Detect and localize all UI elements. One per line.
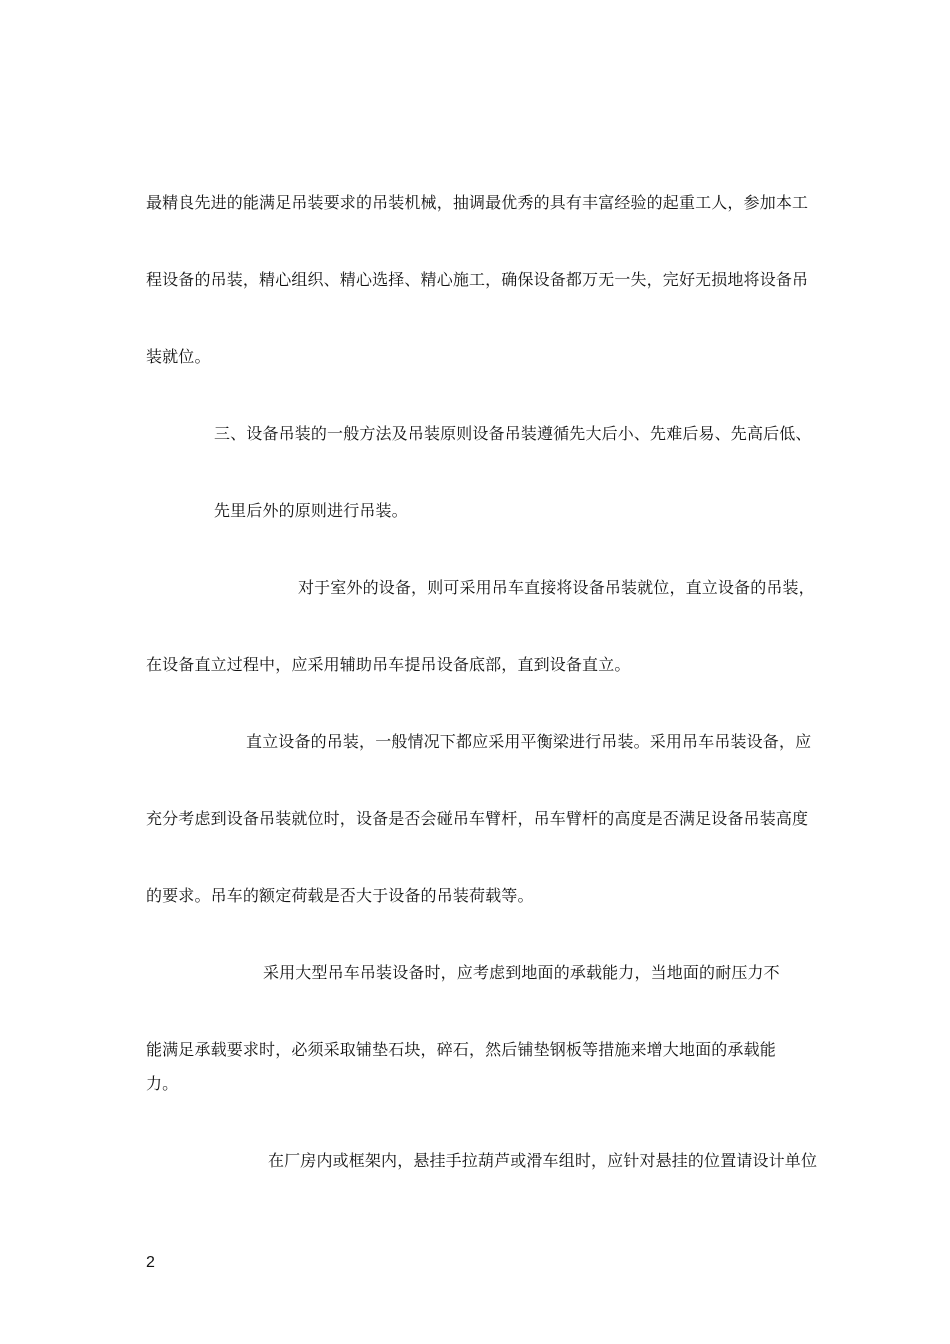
- text-line: 最精良先进的能满足吊装要求的吊装机械，抽调最优秀的具有丰富经验的起重工人，参加本工: [146, 193, 809, 212]
- text-line: 直立设备的吊装，一般情况下都应采用平衡梁进行吊装。采用吊车吊装设备，应: [246, 732, 812, 751]
- text-line: 对于室外的设备，则可采用吊车直接将设备吊装就位，直立设备的吊装，: [298, 578, 815, 597]
- page-number: 2: [146, 1254, 155, 1271]
- text-line: 采用大型吊车吊装设备时，应考虑到地面的承载能力，当地面的耐压力不: [263, 963, 780, 982]
- text-line: 力。: [146, 1074, 179, 1093]
- text-line: 的要求。吊车的额定荷载是否大于设备的吊装荷载等。: [146, 886, 534, 905]
- text-line: 装就位。: [146, 347, 211, 366]
- text-line: 在设备直立过程中，应采用辅助吊车提吊设备底部，直到设备直立。: [146, 655, 631, 674]
- text-line: 能满足承载要求时，必须采取铺垫石块，碎石，然后铺垫钢板等措施来增大地面的承载能: [146, 1040, 776, 1059]
- text-line: 充分考虑到设备吊装就位时，设备是否会碰吊车臂杆，吊车臂杆的高度是否满足设备吊装高度: [146, 809, 809, 828]
- text-line: 在厂房内或框架内，悬挂手拉葫芦或滑车组时，应针对悬挂的位置请设计单位: [268, 1151, 818, 1170]
- text-line: 程设备的吊装，精心组织、精心选择、精心施工，确保设备都万无一失，完好无损地将设备吊: [146, 270, 809, 289]
- text-line: 先里后外的原则进行吊装。: [214, 501, 408, 520]
- section-heading: 三、设备吊装的一般方法及吊装原则设备吊装遵循先大后小、先难后易、先高后低、: [214, 424, 812, 443]
